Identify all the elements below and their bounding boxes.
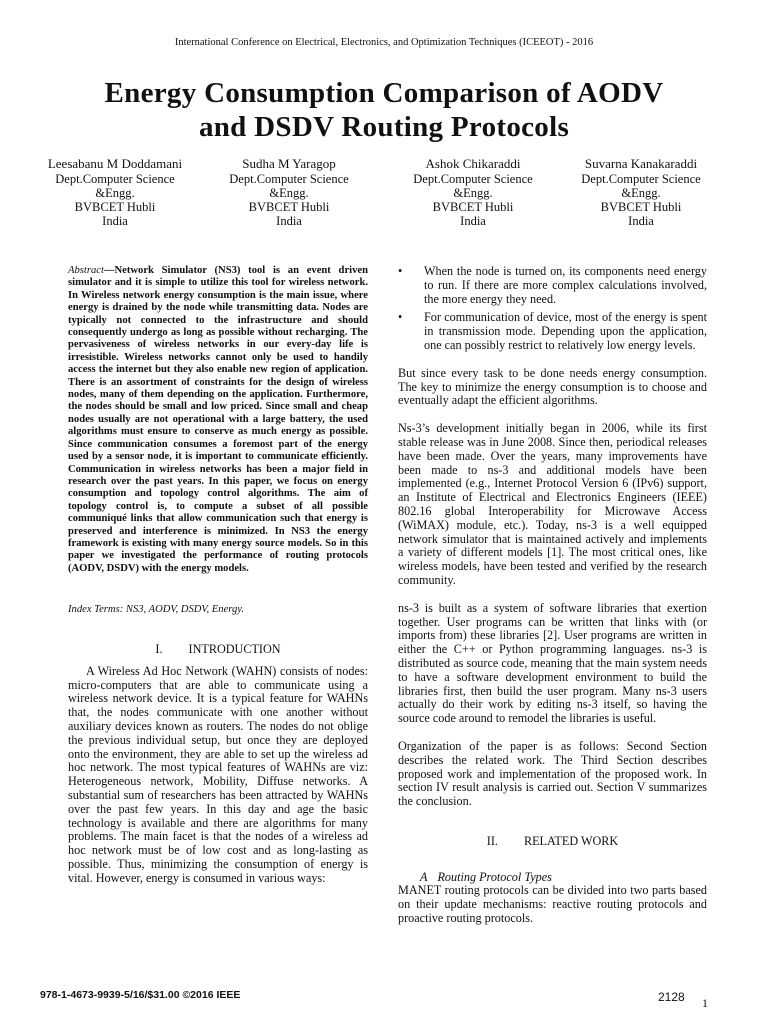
left-column bbox=[68, 265, 368, 886]
author-dept-cont: &Engg. bbox=[269, 186, 309, 201]
section-title: RELATED WORK bbox=[523, 833, 619, 848]
author-institution: BVBCET Hubli bbox=[432, 200, 514, 215]
paragraph-manet-routing: MANET routing protocols can be divided into two parts based on their update mechanisms: reactive routing protocols and proactive routing protocols. bbox=[398, 883, 707, 926]
paragraph-organization: Organization of the paper is as follows: Second Section describes the related work. The Third Section describes proposed work and implementation of the proposed work. In section IV result analysis is carried out. Section V summarizes the conclusion. bbox=[398, 738, 707, 809]
section-number: I. bbox=[155, 641, 163, 656]
author-dept: Dept.Computer Science bbox=[229, 172, 349, 187]
paragraph-energy-key: But since every task to be done needs energy consumption. The key to minimize the energy consumption is to choose and eventually adapt the efficient algorithms. bbox=[398, 365, 707, 408]
bullet-text: For communication of device, most of the energy is spent in transmission mode. Depending upon the application, one can possibly restrict to relatively low energy levels. bbox=[424, 310, 707, 352]
author-name: Ashok Chikaraddi bbox=[425, 156, 521, 171]
subsection-letter: A bbox=[420, 869, 428, 884]
author-institution: BVBCET Hubli bbox=[600, 200, 682, 215]
bullet-glyph: • bbox=[398, 264, 403, 278]
section-title: INTRODUCTION bbox=[188, 641, 281, 656]
intro-paragraph: A Wireless Ad Hoc Network (WAHN) consists of nodes: micro-computers that are able to communicate using a wireless network device. It is a typical feature for WAHNs that, the nodes communicate with one another without auxiliary devices known as routers. The nodes do not oblige the previous individual setup, but once they are deployed onto the environment, they are able to set up the wireless ad hoc network. The most typical features of WAHNs are viz: Heterogeneous network, Mobility, Diffuse networks. A substantial sum of researchers has been attracted by WAHNs over the past few years. In this day and age the basic technology is available and there are algorithms for many problems. The main facet is that the nodes of a wireless ad hoc network must be of low cost and as long-lasting as possible. Thus, minimizing the consumption of energy is vital. However, energy is consumed in various ways: bbox=[68, 663, 368, 885]
author-dept: Dept.Computer Science bbox=[413, 172, 533, 187]
author-2 bbox=[214, 157, 364, 228]
author-country: India bbox=[102, 214, 128, 229]
paper-title bbox=[40, 76, 728, 144]
bullet-text: When the node is turned on, its components need energy to run. If there are more complex calculations involved, the more energy they need. bbox=[424, 264, 707, 306]
conference-header: International Conference on Electrical, Electronics, and Optimization Techniques (ICEEOT) - 2016 bbox=[174, 37, 594, 48]
author-name: Suvarna Kanakaraddi bbox=[584, 156, 698, 171]
author-name: Leesabanu M Doddamani bbox=[47, 156, 183, 171]
author-block bbox=[40, 157, 740, 232]
section-number: II. bbox=[486, 833, 498, 848]
author-dept: Dept.Computer Science bbox=[55, 172, 175, 187]
subsection-title: Routing Protocol Types bbox=[437, 869, 552, 884]
paragraph-ns3-libraries: ns-3 is built as a system of software libraries that exertion together. User programs can be written that links with (or imports from) these libraries [2]. User programs are written in either the C++ or Python programming languages. ns-3 is distributed as source code, meaning that the main system needs to have a software development environment to build the libraries first, then build the user program. Many ns-3 users actually do their work by editing ns-3 itself, so having the source code around to remodel the libraries is useful. bbox=[398, 600, 707, 726]
abstract-dash: — bbox=[103, 265, 115, 276]
author-dept-cont: &Engg. bbox=[95, 186, 135, 201]
author-4 bbox=[566, 157, 716, 228]
energy-bullet-list bbox=[398, 265, 707, 353]
author-country: India bbox=[628, 214, 654, 229]
author-country: India bbox=[276, 214, 302, 229]
list-item bbox=[398, 265, 707, 306]
abstract-body: Network Simulator (NS3) tool is an event driven simulator and it is simple to utilize this tool for wireless network. In Wireless network energy consumption is the main issue, where energy is drained by the node while transmitting data. Nodes are typically not connected to the infrastructure and should consequently undergo as long as possible without recharging. The pervasiveness of wireless networks in our every-day life is irresistible. Wireless networks cannot only be used to handily access the internet but they also enable new region of application. There is an assortment of constraints for the design of wireless nodes, many of them depending on the application. Furthermore, the nodes should be small and low priced. Since small and cheap nodes usually are not operational with a large battery, the used algorithms must ensure to conserve as much energy as possible. Since communication consumes a foremost part of the energy used by a sensor node, it is important to communicate efficiently. Communication in wireless networks has been a major field in research over the past years. In this paper, we focus on energy consumption and topology control algorithms. The aim of topology control is, to compute a subset of all possible communiqué links that allow communication such that energy is preserved and interference is minimized. In NS3 the energy framework is existing with many energy source models. So in this paper we investigated the performance of routing protocols (AODV, DSDV) with the energy models. bbox=[68, 265, 368, 574]
footer-page-code: 2128 bbox=[658, 990, 685, 1004]
right-column bbox=[398, 265, 707, 926]
author-institution: BVBCET Hubli bbox=[248, 200, 330, 215]
paragraph-ns3-history: Ns-3’s development initially began in 2006, while its first stable release was in June 2008. Since then, periodical releases have been made. Over the years, many improvements have been made to ns-3 and additional models have been implemented (e.g., Internet Protocol Version 6 (IPv6) support, an Institute of Electrical and Electronics Engineers (IEEE) 802.16 global Interoperability for Microwave Access (WiMAX) module, etc.). Today, ns-3 is a well equipped network simulator that is maintained actively and implements a variety of different models [1]. The most critical ones, like wireless models, have been tested and verified by the research community. bbox=[398, 421, 707, 587]
author-dept-cont: &Engg. bbox=[453, 186, 493, 201]
subsection-heading bbox=[398, 871, 707, 885]
abstract-label: Abstract bbox=[68, 265, 104, 276]
list-item bbox=[398, 311, 707, 352]
author-dept-cont: &Engg. bbox=[621, 186, 661, 201]
index-terms: Index Terms: NS3, AODV, DSDV, Energy. bbox=[68, 604, 245, 616]
page-number: 1 bbox=[702, 996, 708, 1010]
section-heading-introduction bbox=[68, 643, 368, 657]
author-country: India bbox=[460, 214, 486, 229]
author-name: Sudha M Yaragop bbox=[242, 156, 336, 171]
title-line-1: Energy Consumption Comparison of AODV bbox=[104, 77, 664, 109]
author-1 bbox=[40, 157, 190, 228]
author-3 bbox=[398, 157, 548, 228]
abstract bbox=[68, 265, 368, 575]
section-heading-related-work bbox=[398, 835, 707, 849]
author-institution: BVBCET Hubli bbox=[74, 200, 156, 215]
author-dept: Dept.Computer Science bbox=[581, 172, 701, 187]
footer-copyright: 978-1-4673-9939-5/16/$31.00 ©2016 IEEE bbox=[40, 989, 241, 1001]
title-line-2: and DSDV Routing Protocols bbox=[198, 111, 570, 143]
bullet-glyph: • bbox=[398, 310, 403, 325]
